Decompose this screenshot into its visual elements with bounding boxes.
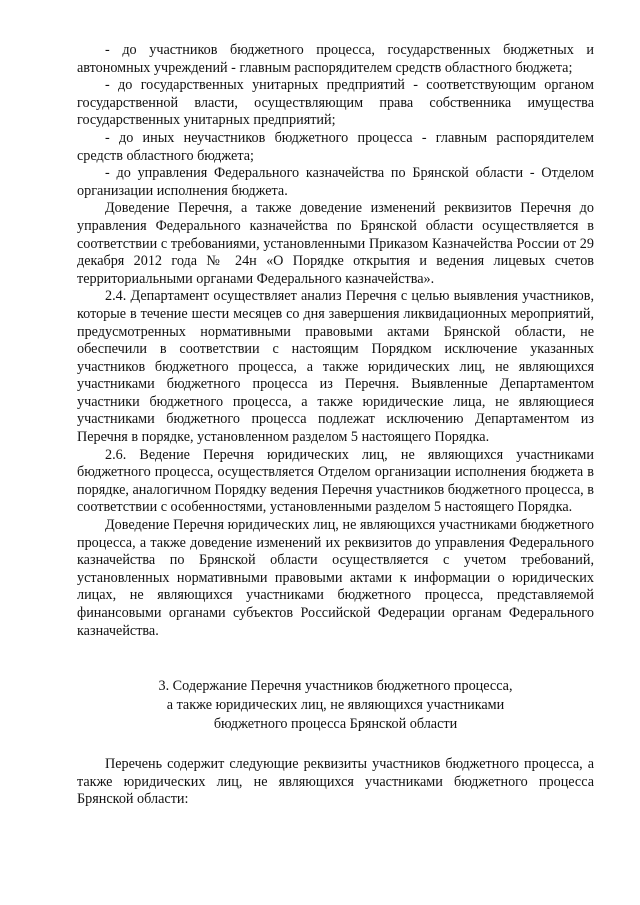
paragraph-2-6: 2.6. Ведение Перечня юридических лиц, не являющихся участниками бюджетного процесса, осуществляется Отделом организации исполнения бюджета в порядке, аналогичном Порядку ведения Перечня участников бюджетного процесса, в соответствии с особенностями, установленными разделом 5 настоящего Порядка.	[77, 446, 594, 516]
paragraph-budget-participants: - до участников бюджетного процесса, государственных бюджетных и автономных учреждений - главным распорядителем средств областного бюджета;	[77, 42, 594, 76]
paragraph-2-4: 2.4. Департамент осуществляет анализ Перечня с целью выявления участников, которые в течение шести месяцев со дня завершения ликвидационных мероприятий, предусмотренных нормативными правовыми актами Брянской области, не обеспечили в соответствии с настоящим Порядком исключение указанных участников бюджетного процесса, а также юридических лиц, не являющихся участниками бюджетного процесса из Перечня. Выявленные Департаментом участники бюджетного процесса, а также юридические лица, не являющиеся участниками бюджетного процесса подлежат исключению Департаментом из Перечня в порядке, установленном разделом 5 настоящего Порядка.	[77, 288, 594, 446]
section-heading-line: 3. Содержание Перечня участников бюджетного процесса,	[158, 678, 513, 695]
paragraph-non-participants: - до иных неучастников бюджетного процесса - главным распорядителем средств областного бюджета;	[77, 129, 594, 164]
section-heading-line: а также юридических лиц, не являющихся участниками	[166, 697, 505, 714]
paragraph-unitary-enterprises: - до государственных унитарных предприятий - соответствующим органом государственной власти, осуществляющим права собственника имущества государственных унитарных предприятий;	[77, 77, 594, 129]
paragraph-list-contents: Перечень содержит следующие реквизиты участников бюджетного процесса, а также юридических лиц, не являющихся участниками бюджетного процесса Брянской области:	[77, 756, 594, 808]
document-page	[77, 42, 594, 809]
paragraph-legal-entities-delivery: Доведение Перечня юридических лиц, не являющихся участниками бюджетного процесса, а также доведение изменений их реквизитов до управления Федерального казначейства по Брянской области осуществляется с учетом требований, установленных нормативными правовыми актами к информации о юридических лицах, не являющихся участниками бюджетного процесса, представляемой финансовыми органами субъектов Российской Федерации органам Федерального казначейства.	[77, 517, 594, 639]
paragraph-list-delivery: Доведение Перечня, а также доведение изменений реквизитов Перечня до управления Федерального казначейства по Брянской области осуществляется в соответствии с требованиями, установленными Приказом Казначейства России от 29 декабря 2012 года № 24н «О Порядке открытия и ведения лицевых счетов территориальными органами Федерального казначейства».	[77, 200, 594, 287]
section-heading-line: бюджетного процесса Брянской области	[213, 716, 458, 733]
paragraph-treasury-department: - до управления Федерального казначейства по Брянской области - Отделом организации исполнения бюджета.	[77, 165, 594, 199]
section-heading	[77, 677, 594, 734]
